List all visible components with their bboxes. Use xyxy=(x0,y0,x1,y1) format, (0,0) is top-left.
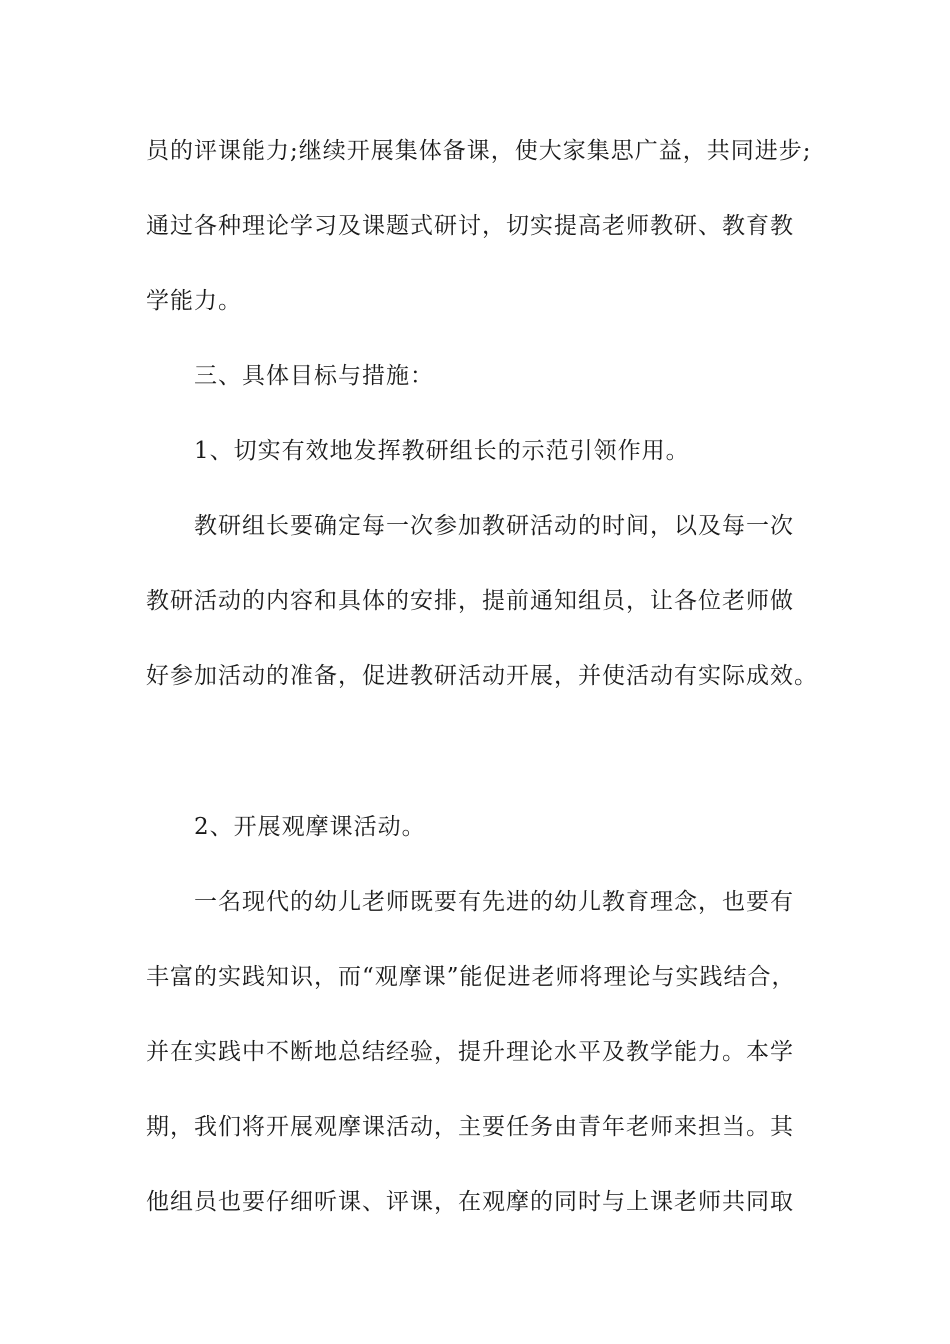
section-heading: 三、具体目标与措施： xyxy=(194,363,434,389)
text-line: 员的评课能力;继续开展集体备课，使大家集思广益，共同进步; xyxy=(146,138,812,164)
subsection-heading: 2、开展观摩课活动。 xyxy=(194,814,426,840)
text-line: 学能力。 xyxy=(146,288,242,314)
text-line: 期，我们将开展观摩课活动，主要任务由青年老师来担当。其 xyxy=(146,1114,794,1140)
text-line: 他组员也要仔细听课、评课，在观摩的同时与上课老师共同取 xyxy=(146,1189,794,1215)
text-line: 教研组长要确定每一次参加教研活动的时间，以及每一次 xyxy=(194,513,794,539)
text-line: 并在实践中不断地总结经验，提升理论水平及教学能力。本学 xyxy=(146,1039,794,1065)
text-line: 通过各种理论学习及课题式研讨，切实提高老师教研、教育教 xyxy=(146,213,794,239)
subsection-heading: 1、切实有效地发挥教研组长的示范引领作用。 xyxy=(194,438,690,464)
text-line: 一名现代的幼儿老师既要有先进的幼儿教育理念，也要有 xyxy=(194,889,794,915)
text-line: 好参加活动的准备，促进教研活动开展，并使活动有实际成效。 xyxy=(146,663,818,689)
text-line: 教研活动的内容和具体的安排，提前通知组员，让各位老师做 xyxy=(146,588,794,614)
text-line: 丰富的实践知识，而“观摩课”能促进老师将理论与实践结合， xyxy=(146,964,796,990)
